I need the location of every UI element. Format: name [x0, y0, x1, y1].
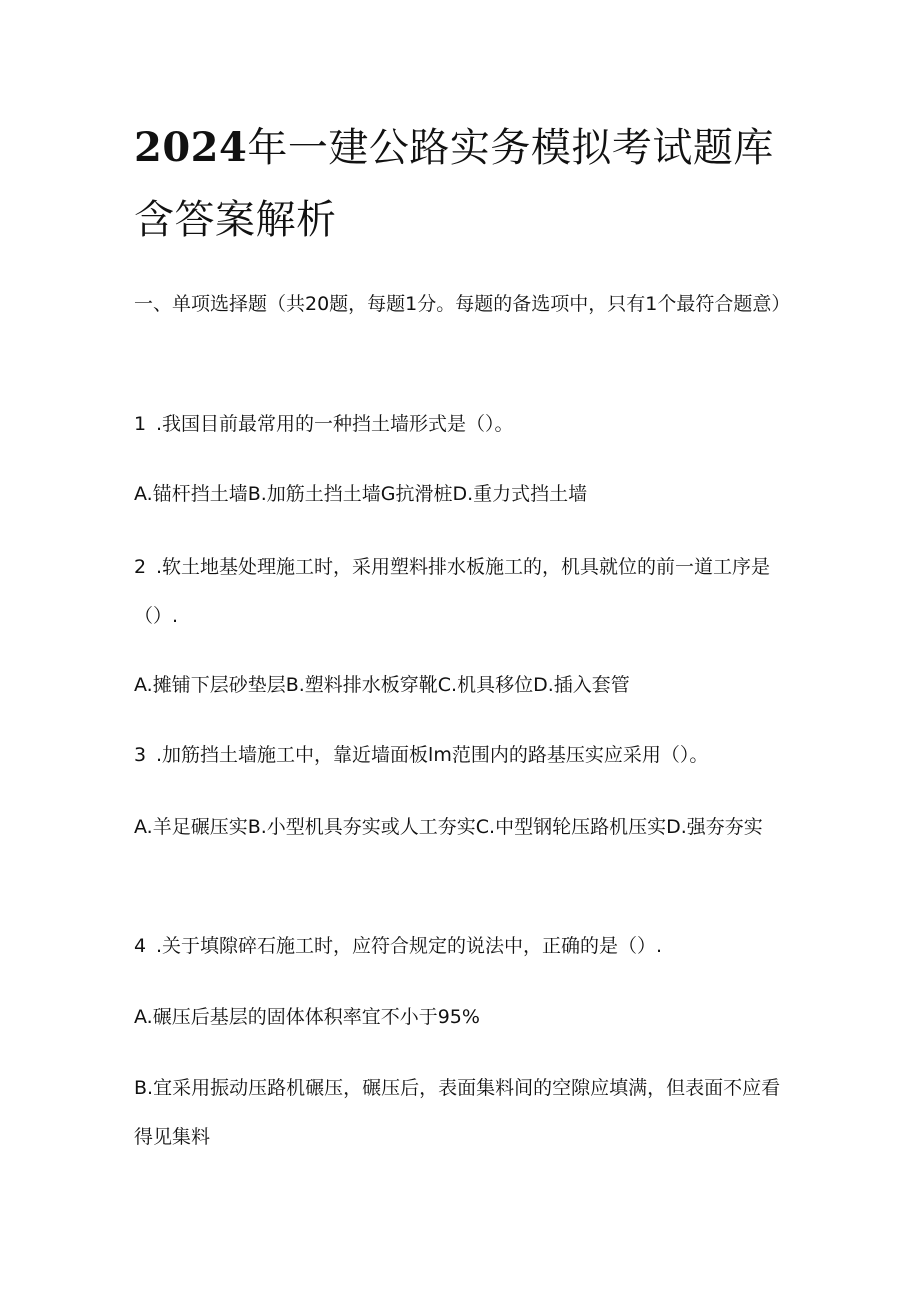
- question-2: [134, 543, 794, 641]
- title-year: 2024: [134, 124, 248, 171]
- question-4: [134, 922, 794, 971]
- document-title: [134, 112, 794, 256]
- question-2-options: A.摊铺下层砂垫层B.塑料排水板穿靴C.机具移位D.插入套管: [134, 674, 630, 696]
- question-text: .软土地基处理施工时，采用塑料排水板施工的，机具就位的前一道工序是（）.: [134, 556, 771, 627]
- question-text: .我国目前最常用的一种挡土墙形式是（）。: [156, 413, 514, 435]
- section-heading: 一、单项选择题（共20题，每题1分。每题的备选项中，只有1个最符合题意）: [134, 293, 791, 315]
- question-1: [134, 400, 794, 449]
- question-number: 4: [134, 935, 147, 957]
- question-number: 3: [134, 744, 147, 766]
- question-number: 1: [134, 413, 147, 435]
- title-text: 年一建公路实务模拟考试题库含答案解析: [134, 125, 774, 243]
- question-3-options: A.羊足碾压实B.小型机具夯实或人工夯实C.中型钢轮压路机压实D.强夯夯实: [134, 816, 763, 838]
- question-4-option-b: B.宜采用振动压路机碾压，碾压后，表面集料间的空隙应填满，但表面不应看得见集料: [134, 1077, 781, 1148]
- question-text: .加筋挡土墙施工中，靠近墙面板lm范围内的路基压实应采用（）。: [156, 744, 709, 766]
- question-1-options: A.锚杆挡土墙B.加筋土挡土墙G抗滑桩D.重力式挡土墙: [134, 483, 588, 505]
- question-3: [134, 731, 794, 780]
- question-number: 2: [134, 556, 147, 578]
- question-text: .关于填隙碎石施工时，应符合规定的说法中，正确的是（）.: [156, 935, 663, 957]
- question-4-option-a: A.碾压后基层的固体体积率宜不小于95%: [134, 1006, 480, 1028]
